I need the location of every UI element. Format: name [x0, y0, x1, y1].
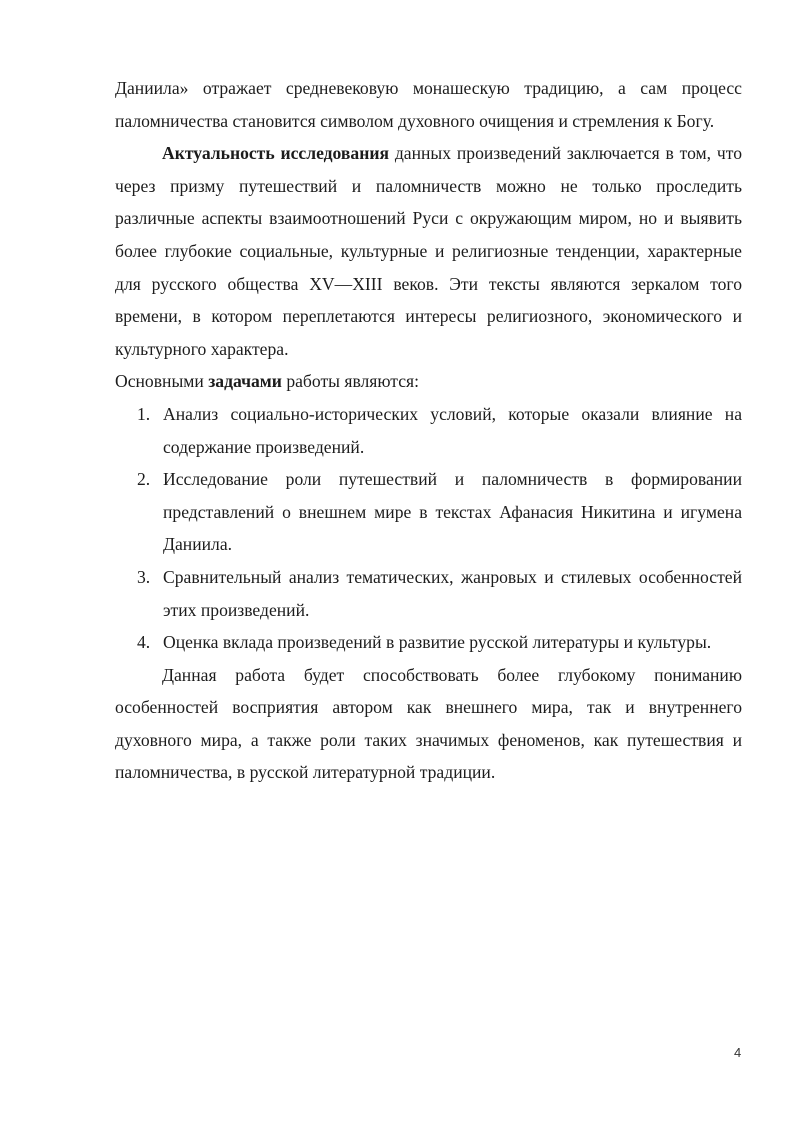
- paragraph-relevance: [115, 137, 742, 365]
- paragraph-tasks-intro: [115, 365, 742, 398]
- list-item-text: Оценка вклада произведений в развитие русской литературы и культуры.: [163, 632, 712, 653]
- list-item-text: Исследование роли путешествий и паломничеств в формировании представлений о внешнем мире в текстах Афанасия Никитина и игумена Даниила.: [163, 469, 742, 555]
- relevance-text: данных произведений заключается в том, что через призму путешествий и паломничеств можно не только проследить различные аспекты взаимоотношений Руси с окружающим миром, но и выявить более глубокие социальные, культурные и религиозные тенденции, характерные для русского общества XV—XIII веков. Эти тексты являются зеркалом того времени, в котором переплетаются интересы религиозного, экономического и культурного характера.: [115, 143, 742, 359]
- paragraph-continuation: Даниила» отражает средневековую монашескую традицию, а сам процесс паломничества становится символом духовного очищения и стремления к Богу.: [115, 78, 742, 131]
- tasks-intro-post: работы являются:: [281, 371, 419, 392]
- list-item-text: Сравнительный анализ тематических, жанровых и стилевых особенностей этих произведений.: [163, 566, 742, 620]
- list-item: [115, 398, 742, 463]
- list-number: 2.: [137, 469, 151, 490]
- paragraph-conclusion: Данная работа будет способствовать более глубокому пониманию особенностей восприятия автором как внешнего мира, так и внутреннего духовного мира, а также роли таких значимых феноменов, как путешествия и паломничества, в русской литературной традиции.: [115, 664, 742, 783]
- list-number: 1.: [137, 403, 151, 424]
- tasks-intro-pre: Основными: [115, 371, 209, 392]
- tasks-heading: задачами: [208, 371, 282, 392]
- tasks-list: [115, 398, 742, 659]
- list-item: [115, 463, 742, 561]
- list-number: 4.: [137, 632, 151, 653]
- list-item-text: Анализ социально-исторических условий, которые оказали влияние на содержание произведений.: [163, 403, 742, 457]
- list-number: 3.: [137, 566, 151, 587]
- relevance-heading: Актуальность исследования: [162, 143, 390, 164]
- list-item: [115, 561, 742, 626]
- list-item: [115, 626, 742, 659]
- document-body: [115, 72, 742, 789]
- page-number: 4: [734, 1045, 742, 1060]
